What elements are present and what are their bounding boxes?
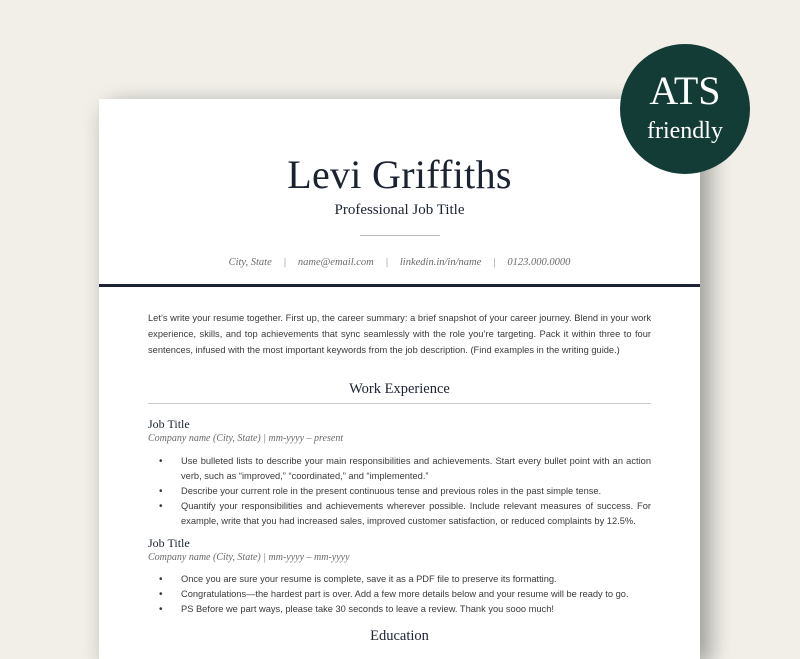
bullet-item: • Quantify your responsibilities and achievements wherever possible. Include relevant measures of success. For example, write that you had increased sales, improved customer satisfaction, or reduced complaints by 12.5%. bbox=[148, 499, 651, 529]
contact-phone: 0123.000.0000 bbox=[507, 257, 571, 268]
career-summary: Let’s write your resume together. First up, the career summary: a brief snapshot of your career journey. Blend in your work experience, skills, and top achievements that sync seamlessly with the role you’re targeting. Pack it within three to four sentences, infused with the most important keywords from the job description. (Find examples in the writing guide.) bbox=[148, 313, 651, 355]
resume-page bbox=[99, 99, 700, 659]
company-line-1: Company name (City, State) | mm-yyyy – present bbox=[148, 433, 344, 444]
work-experience-heading: Work Experience bbox=[349, 381, 450, 397]
contact-linkedin: linkedin.in/in/name bbox=[399, 257, 482, 268]
job-title-1: Job Title bbox=[148, 417, 190, 431]
contact-separator: | bbox=[492, 257, 496, 268]
job-title-2: Job Title bbox=[148, 536, 190, 550]
job-2-bullets bbox=[148, 572, 651, 617]
bullet-item: • Once you are sure your resume is complete, save it as a PDF file to preserve its formatting. bbox=[148, 572, 651, 587]
contact-separator: | bbox=[283, 257, 287, 268]
contact-location: City, State bbox=[228, 257, 272, 268]
company-line-2: Company name (City, State) | mm-yyyy – mm-yyyy bbox=[148, 552, 350, 563]
bullet-item: • Describe your current role in the present continuous tense and previous roles in the past simple tense. bbox=[148, 484, 651, 499]
contact-line bbox=[99, 257, 700, 268]
bullet-item: • Use bulleted lists to describe your main responsibilities and achievements. Start every bullet point with an action verb, such as “improved,” “coordinated,” and “implemented.” bbox=[148, 454, 651, 484]
badge-line-2: friendly bbox=[647, 118, 723, 144]
professional-title: Professional Job Title bbox=[334, 202, 465, 218]
education-heading: Education bbox=[370, 628, 429, 644]
bullet-item: • PS Before we part ways, please take 30 seconds to leave a review. Thank you sooo much! bbox=[148, 602, 651, 617]
job-1-bullets bbox=[148, 454, 651, 529]
bullet-item: • Congratulations—the hardest part is over. Add a few more details below and your resume will be ready to go. bbox=[148, 587, 651, 602]
title-divider bbox=[360, 235, 440, 236]
contact-separator: | bbox=[385, 257, 389, 268]
section-divider bbox=[148, 403, 651, 404]
badge-line-1: ATS bbox=[649, 68, 721, 113]
contact-email: name@email.com bbox=[297, 257, 374, 268]
ats-friendly-badge bbox=[620, 44, 750, 174]
candidate-name: Levi Griffiths bbox=[287, 152, 512, 197]
header-divider bbox=[99, 284, 700, 287]
